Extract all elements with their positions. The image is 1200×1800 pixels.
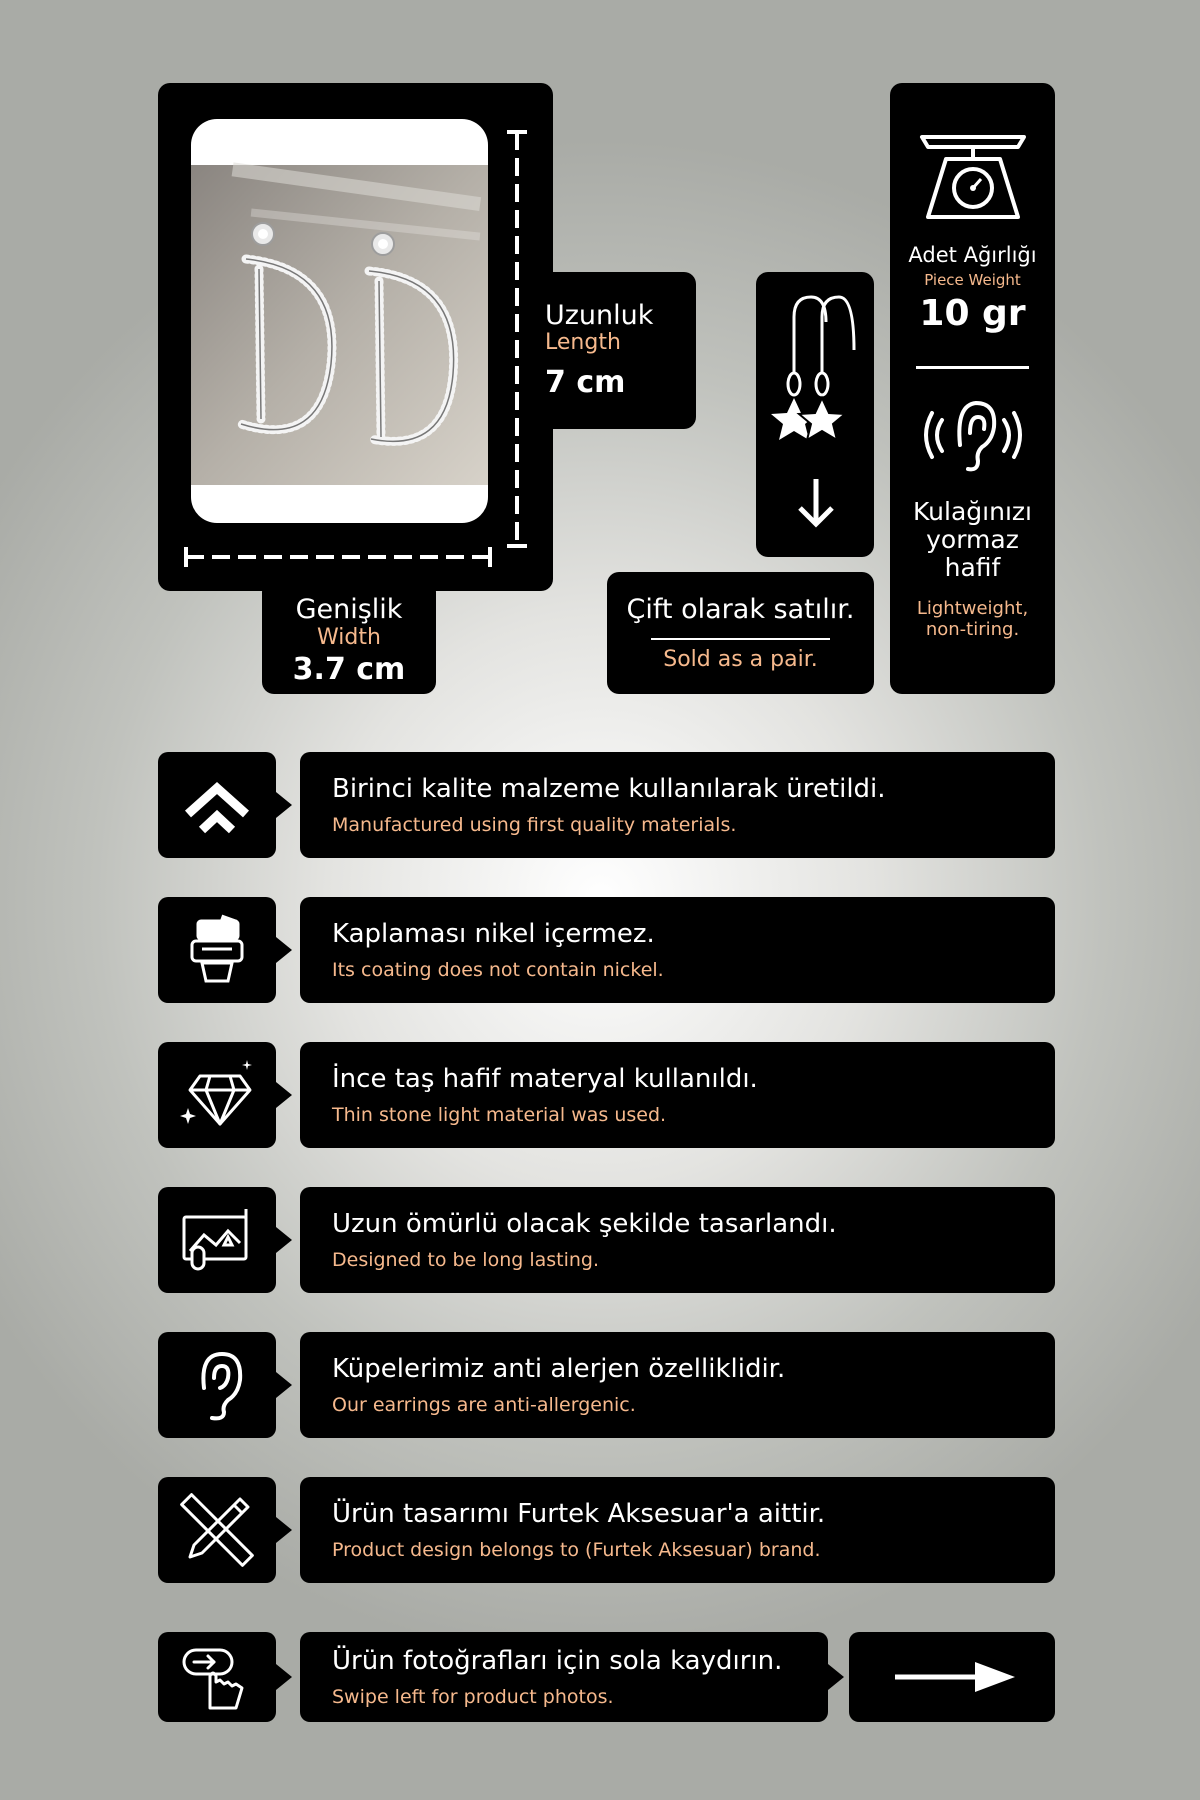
swipe-hand-icon: [180, 1642, 254, 1716]
feature-icon-box: [158, 752, 276, 858]
feature-text-en: Our earrings are anti-allergenic.: [332, 1394, 636, 1416]
length-dimension-line: [505, 129, 529, 549]
feature-row: [300, 752, 1055, 858]
width-label: Genişlik: [295, 594, 403, 625]
product-photo-frame: [158, 83, 553, 591]
comfort-en-line-1: Lightweight,: [916, 598, 1029, 619]
feature-text: Uzun ömürlü olacak şekilde tasarlandı.: [332, 1209, 837, 1239]
diamond-icon: [180, 1058, 254, 1132]
comfort-label: [890, 498, 1055, 582]
feature-icon-box: [158, 1477, 276, 1583]
plating-icon: [180, 913, 254, 987]
product-photo[interactable]: [191, 119, 488, 523]
width-dimension-line: [183, 545, 493, 569]
ear-icon: [180, 1348, 254, 1422]
weight-card: [890, 83, 1055, 694]
width-card: [262, 580, 436, 694]
pair-label-en: Sold as a pair.: [663, 647, 818, 672]
feature-text-en: Its coating does not contain nickel.: [332, 959, 664, 981]
weight-label: Adet Ağırlığı: [908, 243, 1037, 267]
feature-row: [300, 897, 1055, 1003]
weight-value: 10 gr: [919, 293, 1026, 334]
feature-text: Küpelerimiz anti alerjen özelliklidir.: [332, 1354, 786, 1384]
feature-text-en: Designed to be long lasting.: [332, 1249, 600, 1271]
feature-icon-box: [158, 1187, 276, 1293]
weight-label-en: Piece Weight: [924, 271, 1021, 289]
length-value: 7 cm: [545, 365, 626, 400]
pair-illustration-card: [756, 272, 874, 557]
ear-sound-icon: [920, 395, 1025, 475]
width-label-en: Width: [317, 625, 381, 650]
pair-divider: [651, 638, 830, 640]
length-card: [540, 272, 696, 429]
feature-text: Kaplaması nikel içermez.: [332, 919, 655, 949]
feature-icon-box: [158, 1042, 276, 1148]
comfort-line-1: Kulağınızı: [913, 497, 1032, 526]
swipe-icon-box: [158, 1632, 276, 1722]
width-value: 3.7 cm: [292, 652, 406, 687]
feature-row: [300, 1332, 1055, 1438]
earrings-photo-illustration: [191, 119, 488, 523]
pencil-ruler-icon: [180, 1493, 254, 1567]
comfort-line-2: yormaz: [926, 525, 1019, 554]
comfort-line-3: hafif: [944, 553, 1001, 582]
swipe-next-button[interactable]: [849, 1632, 1055, 1722]
feature-row: [300, 1042, 1055, 1148]
length-label: Uzunluk: [545, 300, 654, 331]
comfort-label-en: [890, 598, 1055, 640]
length-label-en: Length: [545, 330, 621, 355]
feature-icon-box: [158, 1332, 276, 1438]
swipe-row: [300, 1632, 828, 1722]
star-earrings-icon: [756, 272, 874, 557]
pair-label: Çift olarak satılır.: [626, 594, 855, 625]
design-board-icon: [180, 1203, 254, 1277]
feature-text: İnce taş hafif materyal kullanıldı.: [332, 1064, 758, 1094]
feature-text-en: Product design belongs to (Furtek Aksesuar) brand.: [332, 1539, 821, 1561]
scale-icon: [918, 133, 1028, 223]
sold-as-pair-card: [607, 572, 874, 694]
weight-divider: [916, 366, 1029, 369]
layers-icon: [180, 768, 254, 842]
feature-text: Ürün tasarımı Furtek Aksesuar'a aittir.: [332, 1499, 826, 1529]
feature-text-en: Thin stone light material was used.: [332, 1104, 667, 1126]
swipe-text-en: Swipe left for product photos.: [332, 1686, 614, 1708]
feature-text-en: Manufactured using first quality materials.: [332, 814, 737, 836]
feature-row: [300, 1477, 1055, 1583]
feature-text: Birinci kalite malzeme kullanılarak üretildi.: [332, 774, 886, 804]
comfort-en-line-2: non-tiring.: [925, 619, 1020, 640]
feature-row: [300, 1187, 1055, 1293]
swipe-text: Ürün fotoğrafları için sola kaydırın.: [332, 1646, 783, 1676]
arrow-right-icon: [895, 1660, 1015, 1694]
feature-icon-box: [158, 897, 276, 1003]
